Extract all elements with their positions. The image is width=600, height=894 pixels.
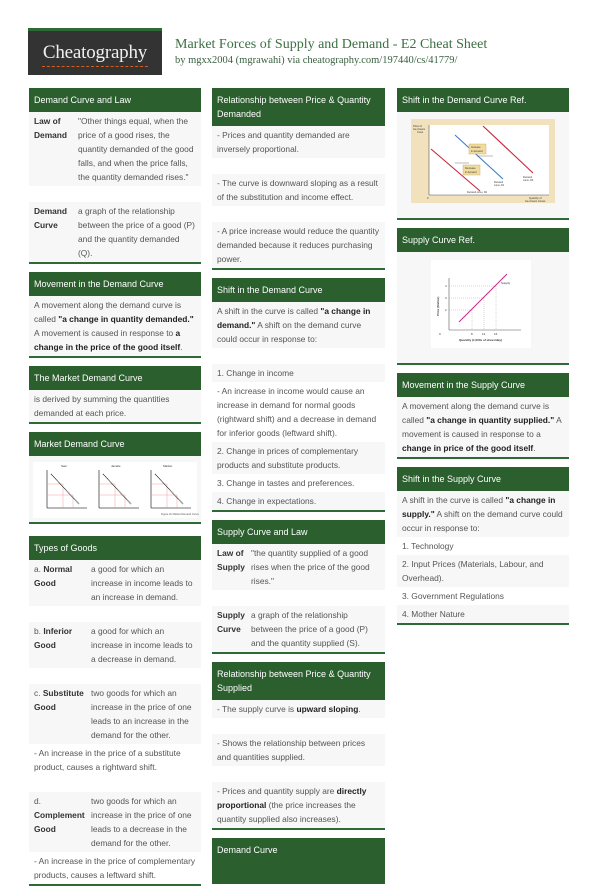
svg-text:Janelle: Janelle bbox=[111, 464, 121, 468]
section-market-demand bbox=[29, 366, 201, 424]
text: . bbox=[180, 342, 183, 352]
term: b. Inferior Good bbox=[34, 626, 73, 650]
svg-text:Demand: Demand bbox=[523, 176, 533, 179]
bold-text: a change in the price of the good itself bbox=[34, 328, 181, 352]
section-title: Shift in the Demand Curve bbox=[212, 278, 385, 302]
section-relationship-demanded bbox=[212, 88, 385, 270]
svg-text:8: 8 bbox=[471, 332, 473, 336]
definition-row bbox=[212, 544, 385, 590]
section-title: Types of Goods bbox=[29, 536, 201, 560]
svg-text:Decrease: Decrease bbox=[465, 167, 476, 170]
section-title: Demand Curve bbox=[212, 838, 385, 884]
section-movement-demand bbox=[29, 272, 201, 358]
section-title: Market Demand Curve bbox=[29, 432, 201, 456]
section-text: is derived by summing the quantities demanded at each price. bbox=[34, 394, 170, 418]
text: A shift on the demand curve could occur in response to: bbox=[217, 320, 362, 344]
section-supply-ref bbox=[397, 228, 569, 365]
list-item: - An increase in income would cause an increase in demand for normal goods (rightward shift) and a decrease in demand for inferior goods (leftward shift). bbox=[212, 382, 385, 442]
section-market-demand-chart bbox=[29, 432, 201, 524]
list-item: - Shows the relationship between prices and quantities supplied. bbox=[217, 738, 366, 762]
bold-text: "a change in demand." bbox=[217, 306, 371, 330]
list-item: 2. Input Prices (Materials, Labour, and Overhead). bbox=[402, 559, 544, 583]
section-shift-demand bbox=[212, 278, 385, 512]
svg-text:Quantity (1,000s of slices/day: Quantity (1,000s of slices/day) bbox=[459, 338, 503, 342]
section-title: Relationship between Price & Quantity Demanded bbox=[212, 88, 385, 126]
term: a. Normal Good bbox=[34, 564, 73, 588]
svg-text:Demand curve, D2: Demand curve, D2 bbox=[467, 191, 487, 194]
spacer bbox=[29, 606, 201, 622]
svg-text:Price ($/slice): Price ($/slice) bbox=[436, 296, 440, 316]
term: Law of Supply bbox=[217, 548, 245, 572]
note-row: - An increase in the price of a substitute product, causes a rightward shift. bbox=[29, 744, 201, 776]
market-demand-image bbox=[29, 456, 201, 529]
term: c. Substitute Good bbox=[34, 688, 84, 712]
svg-text:Increase: Increase bbox=[471, 146, 481, 149]
list-item: 3. Change in tastes and preferences. bbox=[212, 474, 385, 492]
shift-demand-image bbox=[397, 112, 569, 218]
page-header bbox=[28, 28, 573, 75]
definition: "Other things equal, when the price of a good rises, the quantity demanded of the good falls, and when the price falls, the quantity demanded rises." bbox=[78, 116, 194, 182]
definition: a graph of the relationship between the price of a good (P) and the quantity supplied (S). bbox=[251, 610, 368, 648]
page-subtitle: by mgxx2004 (mgrawahi) via cheatography.com/197440/cs/41779/ bbox=[175, 55, 458, 66]
text: A movement is caused in response to bbox=[34, 328, 176, 338]
section-title: The Market Demand Curve bbox=[29, 366, 201, 390]
column-1 bbox=[29, 88, 201, 894]
definition-row bbox=[29, 560, 201, 606]
svg-text:Demand: Demand bbox=[494, 181, 504, 184]
definition-row bbox=[29, 112, 201, 186]
section-shift-supply bbox=[397, 467, 569, 625]
definition: "the quantity supplied of a good rises when the price of the good rises." bbox=[251, 548, 370, 586]
svg-text:in demand: in demand bbox=[465, 171, 477, 174]
svg-text:Sam: Sam bbox=[61, 464, 68, 468]
list-item: - The supply curve is upward sloping. bbox=[217, 704, 361, 714]
market-demand-chart bbox=[33, 462, 197, 518]
spacer bbox=[212, 766, 385, 782]
section-title: Supply Curve and Law bbox=[212, 520, 385, 544]
definition: a graph of the relationship between the price of a good (P) and the quantity demanded (Q). bbox=[78, 206, 195, 258]
svg-text:Market: Market bbox=[163, 464, 173, 468]
spacer bbox=[212, 158, 385, 174]
svg-text:in demand: in demand bbox=[471, 150, 483, 153]
spacer bbox=[212, 590, 385, 606]
column-3 bbox=[397, 88, 569, 633]
logo-text: Cheatography bbox=[42, 42, 148, 63]
definition-row bbox=[29, 684, 201, 744]
spacer bbox=[29, 186, 201, 202]
cheatography-logo[interactable] bbox=[28, 28, 162, 75]
spacer bbox=[212, 718, 385, 734]
svg-text:0: 0 bbox=[439, 332, 441, 336]
svg-text:Cone: Cone bbox=[417, 131, 424, 134]
definition-row bbox=[29, 202, 201, 262]
spacer bbox=[29, 776, 201, 792]
note-row: - An increase in the price of complementary products, causes a leftward shift. bbox=[29, 852, 201, 884]
svg-text:3: 3 bbox=[445, 296, 447, 300]
section-types-of-goods bbox=[29, 536, 201, 886]
column-2 bbox=[212, 88, 385, 892]
term: Law of Demand bbox=[34, 116, 68, 140]
bold-text: "a change in quantity demanded." bbox=[58, 314, 194, 324]
term: Supply Curve bbox=[217, 610, 245, 634]
list-item: - Prices and quantity supply are directly proportional (the price increases the quantity supplied also increases). bbox=[217, 786, 367, 824]
list-item: - Prices and quantity demanded are inversely proportional. bbox=[217, 130, 350, 154]
definition: two goods for which an increase in the price of one leads to an increase in the demand for the other. bbox=[91, 688, 192, 740]
term: Demand Curve bbox=[34, 206, 68, 230]
section-title: Shift in the Demand Curve Ref. bbox=[397, 88, 569, 112]
section-demand-curve-and-law bbox=[29, 88, 201, 264]
list-item: 3. Government Regulations bbox=[397, 587, 569, 605]
definition: two goods for which an increase in the price of one leads to a decrease in the demand for the other. bbox=[91, 796, 192, 848]
svg-text:curve, D1: curve, D1 bbox=[494, 184, 505, 187]
svg-text:Supply: Supply bbox=[501, 281, 511, 285]
page-title: Market Forces of Supply and Demand - E2 Cheat Sheet bbox=[175, 37, 488, 52]
list-item: 4. Mother Nature bbox=[402, 609, 465, 619]
section-demand-curve bbox=[212, 838, 385, 884]
svg-text:Ice-Cream Cones: Ice-Cream Cones bbox=[525, 200, 546, 203]
supply-image bbox=[397, 252, 569, 363]
text: A shift in the curve is called bbox=[217, 306, 321, 316]
section-text: A movement along the demand curve is called "a change in quantity supplied." A movement is caused in response to a change in price of the good itself. bbox=[402, 401, 562, 453]
svg-text:16: 16 bbox=[494, 332, 498, 336]
section-supply-curve-and-law bbox=[212, 520, 385, 654]
section-shift-demand-ref bbox=[397, 88, 569, 220]
logo-underline bbox=[42, 66, 148, 67]
spacer bbox=[212, 348, 385, 364]
shift-demand-chart bbox=[411, 119, 555, 203]
definition-row bbox=[212, 606, 385, 652]
definition: a good for which an increase in income leads to an increase in demand. bbox=[91, 564, 193, 602]
list-item: 2. Change in prices of complementary products and substitute products. bbox=[217, 446, 359, 470]
definition-row bbox=[29, 792, 201, 852]
supply-chart bbox=[431, 260, 531, 348]
section-movement-supply bbox=[397, 373, 569, 459]
list-item: 1. Technology bbox=[397, 537, 569, 555]
section-title: Shift in the Supply Curve bbox=[397, 467, 569, 491]
spacer bbox=[29, 668, 201, 684]
svg-text:Figure 1b Market Demand Curve: Figure 1b Market Demand Curve bbox=[161, 513, 199, 516]
svg-text:0: 0 bbox=[427, 197, 429, 200]
list-item: - The curve is downward sloping as a result of the substitution and income effect. bbox=[217, 178, 378, 202]
section-text: A shift in the curve is called "a change in supply." A shift on the demand curve could occur in response to: bbox=[402, 495, 563, 533]
section-title: Movement in the Supply Curve bbox=[397, 373, 569, 397]
section-title: Movement in the Demand Curve bbox=[29, 272, 201, 296]
list-item: - A price increase would reduce the quantity demanded because it reduces purchasing power. bbox=[217, 226, 380, 264]
section-relationship-supplied bbox=[212, 662, 385, 830]
section-title: Demand Curve and Law bbox=[29, 88, 201, 112]
spacer bbox=[212, 206, 385, 222]
svg-text:Quantity of: Quantity of bbox=[529, 197, 542, 200]
list-item: 4. Change in expectations. bbox=[217, 496, 317, 506]
section-title: Relationship between Price & Quantity Supplied bbox=[212, 662, 385, 700]
definition: a good for which an increase in income leads to a decrease in demand. bbox=[91, 626, 193, 664]
svg-text:Ice-Cream: Ice-Cream bbox=[413, 128, 426, 131]
section-title: Supply Curve Ref. bbox=[397, 228, 569, 252]
section-text bbox=[29, 296, 201, 356]
svg-text:2: 2 bbox=[445, 308, 447, 312]
section-text bbox=[212, 302, 385, 348]
definition-row bbox=[29, 622, 201, 668]
term: d. Complement Good bbox=[34, 796, 85, 834]
list-item: 1. Change in income bbox=[217, 368, 294, 378]
svg-text:curve, D3: curve, D3 bbox=[523, 179, 534, 182]
svg-text:Price of: Price of bbox=[413, 125, 422, 128]
text: A movement along the demand curve is called bbox=[34, 300, 182, 324]
svg-text:4: 4 bbox=[445, 284, 447, 288]
svg-text:12: 12 bbox=[482, 332, 486, 336]
